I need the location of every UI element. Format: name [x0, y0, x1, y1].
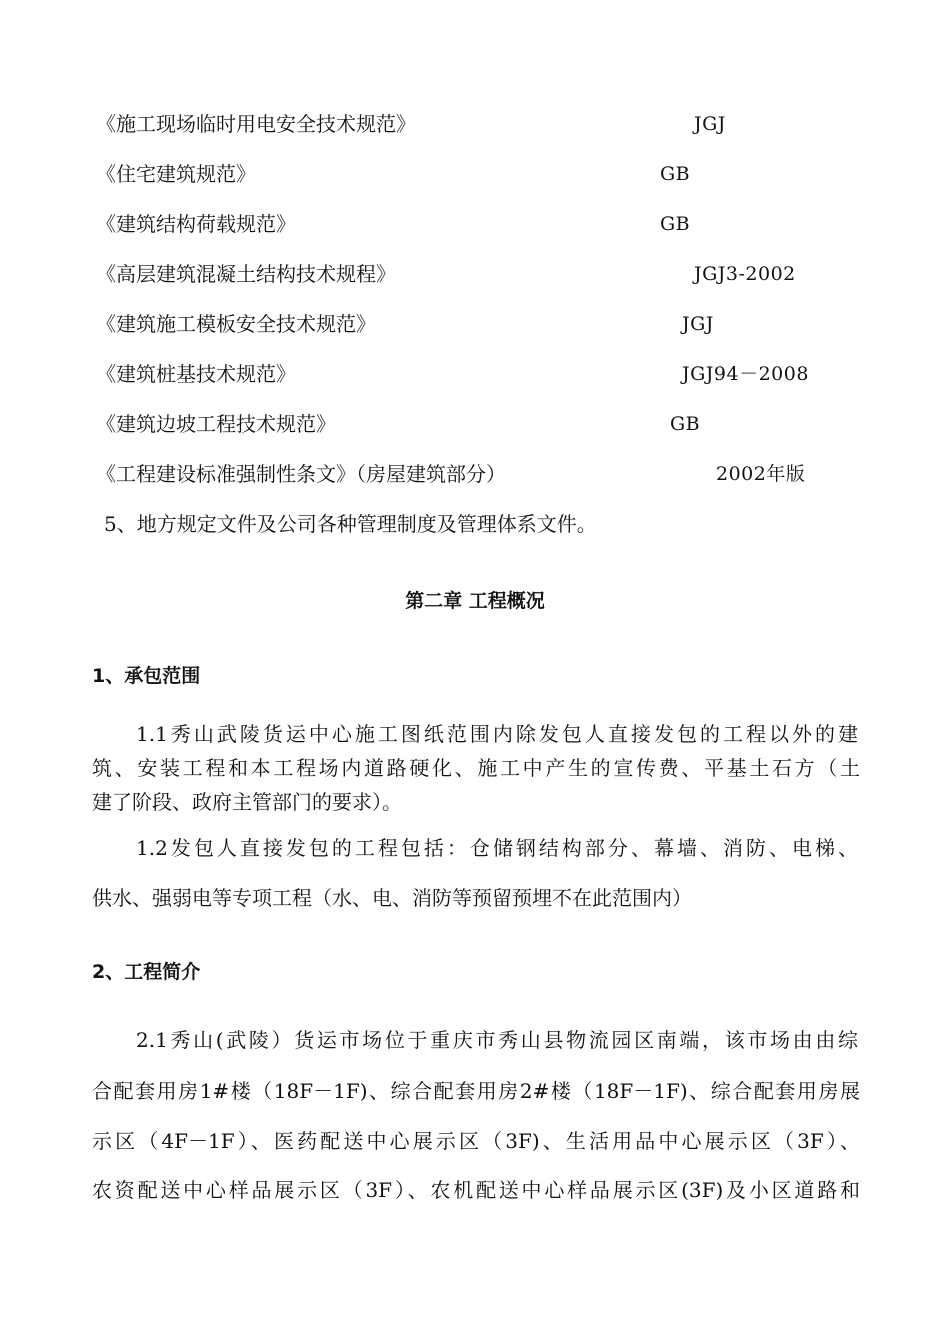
reference-code: JGJ — [694, 113, 726, 135]
section-heading: 1、承包范围 — [92, 665, 201, 687]
reference-title: 《住宅建筑规范》 — [96, 162, 256, 186]
paragraph-line: 合配套用房1#楼（18F－1F)、综合配套用房2#楼（18F－1F)、综合配套用房展 — [92, 1079, 860, 1103]
reference-title: 《施工现场临时用电安全技术规范》 — [96, 112, 416, 136]
reference-code: JGJ3-2002 — [694, 263, 796, 285]
reference-code: GB — [660, 163, 691, 185]
paragraph-line: 示区（4F－1F）、医药配送中心展示区（3F)、生活用品中心展示区（3F）、 — [92, 1129, 860, 1153]
reference-code: GB — [670, 413, 701, 435]
paragraph-line: 农资配送中心样品展示区（3F）、农机配送中心样品展示区(3F)及小区道路和 — [92, 1178, 860, 1202]
paragraph-line: 筑、安装工程和本工程场内道路硬化、施工中产生的宣传费、平基土石方（土 — [92, 756, 860, 780]
paragraph-line: 1.1秀山武陵货运中心施工图纸范围内除发包人直接发包的工程以外的建 — [136, 722, 858, 746]
reference-title: 《建筑结构荷载规范》 — [96, 212, 296, 236]
chapter-title: 第二章 工程概况 — [405, 590, 545, 612]
reference-title: 《建筑施工模板安全技术规范》 — [96, 312, 376, 336]
reference-title: 《建筑桩基技术规范》 — [96, 362, 296, 386]
reference-title: 《高层建筑混凝土结构技术规程》 — [96, 262, 396, 286]
reference-code: 2002年版 — [716, 463, 806, 485]
reference-code: JGJ — [682, 313, 714, 335]
paragraph-line: 供水、强弱电等专项工程（水、电、消防等预留预埋不在此范围内） — [92, 886, 692, 910]
reference-code: JGJ94－2008 — [682, 363, 809, 385]
section-heading: 2、工程简介 — [92, 961, 201, 983]
paragraph-line: 2.1秀山(武陵）货运市场位于重庆市秀山县物流园区南端，该市场由由综 — [136, 1028, 858, 1052]
reference-title: 《建筑边坡工程技术规范》 — [96, 412, 336, 436]
paragraph-line: 1.2发包人直接发包的工程包括：仓储钢结构部分、幕墙、消防、电梯、 — [136, 836, 858, 860]
paragraph-line: 建了阶段、政府主管部门的要求）。 — [92, 790, 402, 814]
reference-title: 《工程建设标准强制性条文》（房屋建筑部分） — [96, 462, 506, 486]
item-5: 5、地方规定文件及公司各种管理制度及管理体系文件。 — [104, 512, 597, 536]
reference-code: GB — [660, 213, 691, 235]
